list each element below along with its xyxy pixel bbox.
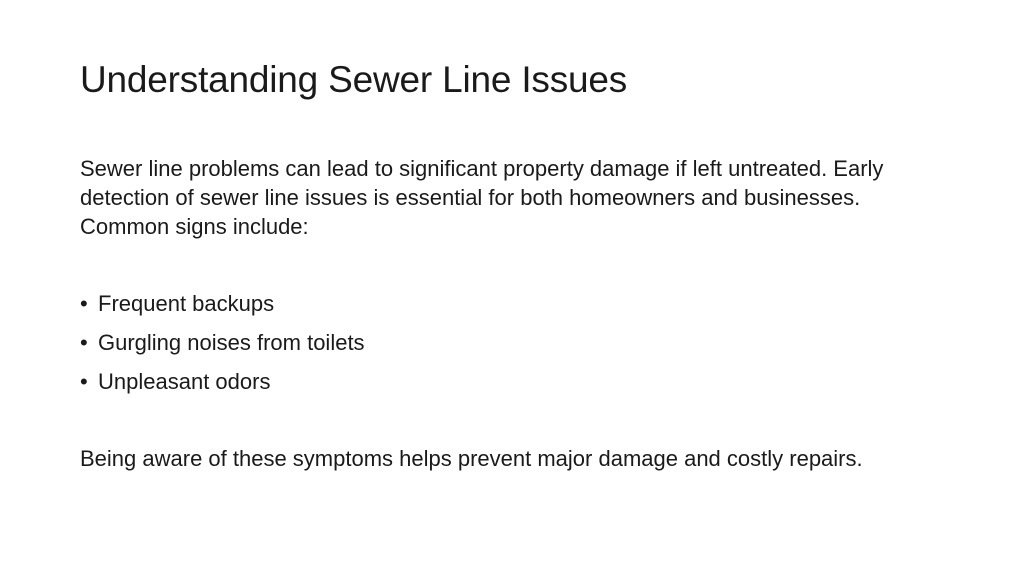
signs-list [80, 289, 920, 396]
bullet-icon: • [80, 291, 88, 316]
list-item-text: Unpleasant odors [98, 369, 271, 394]
list-item-text: Gurgling noises from toilets [98, 330, 365, 355]
conclusion-paragraph: Being aware of these symptoms helps prevent major damage and costly repairs. [80, 446, 863, 471]
bullet-icon: • [80, 369, 88, 394]
slide-body [80, 154, 920, 473]
intro-paragraph: Sewer line problems can lead to significant property damage if left untreated. Early detection of sewer line issues is essential for both homeowners and businesses. Common signs include: [80, 156, 884, 239]
list-item [80, 367, 920, 396]
slide-title: Understanding Sewer Line Issues [80, 59, 628, 100]
list-item [80, 328, 920, 357]
list-item [80, 289, 920, 318]
bullet-icon: • [80, 330, 88, 355]
list-item-text: Frequent backups [98, 291, 275, 316]
